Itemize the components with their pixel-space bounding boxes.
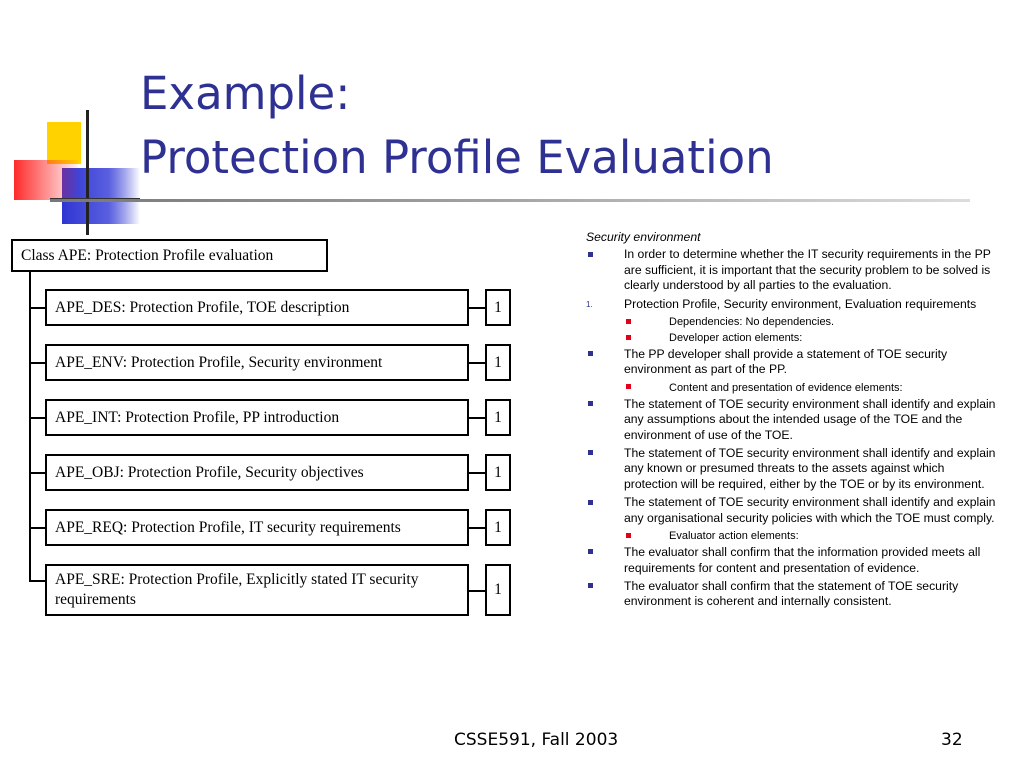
square-bullet-icon	[586, 495, 624, 526]
page-number: 32	[941, 730, 963, 750]
family-count-box	[485, 509, 511, 546]
numbered-marker: 1.	[586, 299, 593, 309]
list-item-text: The evaluator shall confirm that the information provided meets all requirements for content and presentation of evidence.	[624, 545, 981, 575]
family-count: 1	[494, 408, 502, 426]
list-item	[586, 545, 996, 576]
family-box	[45, 399, 469, 436]
slide-title-line2: Protection Profile Evaluation	[140, 131, 774, 184]
slide-title	[140, 62, 774, 190]
class-root-box	[11, 239, 328, 272]
family-count-box	[485, 289, 511, 326]
footer-course-label: CSSE591, Fall 2003	[454, 730, 619, 750]
sub-list-item	[624, 331, 996, 345]
count-connector-line	[469, 417, 485, 419]
sub-list-item-text: Content and presentation of evidence elements:	[669, 381, 903, 394]
class-root-label: Class APE: Protection Profile evaluation	[21, 246, 274, 264]
list-item	[586, 297, 996, 312]
family-box	[45, 344, 469, 381]
family-count: 1	[494, 353, 502, 371]
red-square-bullet-icon	[624, 315, 669, 329]
family-box	[45, 509, 469, 546]
list-item-text: Protection Profile, Security environment, Evaluation requirements	[624, 296, 977, 311]
family-box	[45, 289, 469, 326]
class-family-diagram	[0, 230, 540, 630]
list-item	[586, 446, 996, 492]
square-bullet-icon	[586, 545, 624, 576]
tree-branch-line	[29, 580, 46, 582]
list-item	[586, 347, 996, 378]
tree-branch-line	[29, 307, 46, 309]
family-label: APE_DES: Protection Profile, TOE description	[55, 298, 350, 316]
tree-branch-line	[29, 417, 46, 419]
list-item-text: The PP developer shall provide a statement of TOE security environment as part of the PP.	[624, 347, 948, 377]
family-label: APE_SRE: Protection Profile, Explicitly stated IT security requirements	[55, 571, 419, 608]
slide-title-line1: Example:	[140, 67, 351, 120]
family-count: 1	[494, 581, 502, 598]
square-bullet-icon	[586, 579, 624, 610]
list-item-text: The statement of TOE security environment shall identify and explain any known or presumed threats to the assets against which protection will be required, either by the TOE or by its environment.	[624, 446, 996, 491]
list-item	[586, 495, 996, 526]
family-count: 1	[494, 463, 502, 481]
red-square-bullet-icon	[624, 331, 669, 345]
tree-branch-line	[29, 362, 46, 364]
tree-trunk-line	[29, 271, 31, 581]
family-label: APE_INT: Protection Profile, PP introduction	[55, 408, 340, 426]
family-count: 1	[494, 298, 502, 316]
sub-list-item-text: Developer action elements:	[669, 332, 803, 345]
list-item	[586, 579, 996, 610]
sub-list-item-text: Evaluator action elements:	[669, 530, 799, 543]
count-connector-line	[469, 590, 485, 592]
count-connector-line	[469, 472, 485, 474]
decorative-squares-graphic	[0, 100, 160, 235]
sub-list-item	[624, 381, 996, 395]
security-environment-notes	[586, 230, 996, 613]
family-count-box	[485, 454, 511, 491]
red-square-bullet-icon	[624, 529, 669, 543]
square-bullet-icon	[586, 247, 624, 293]
list-item-text: The statement of TOE security environment shall identify and explain any assumptions about the intended usage of the TOE and the environment of use of the TOE.	[624, 396, 996, 442]
family-label: APE_OBJ: Protection Profile, Security objectives	[55, 463, 364, 481]
list-item	[586, 247, 996, 293]
count-connector-line	[469, 307, 485, 309]
tree-branch-line	[29, 472, 46, 474]
list-item-text: The evaluator shall confirm that the statement of TOE security environment is coherent and internally consistent.	[624, 578, 959, 609]
list-item	[586, 397, 996, 443]
tree-branch-line	[29, 527, 46, 529]
square-bullet-icon	[586, 397, 624, 443]
list-item-text: The statement of TOE security environment shall identify and explain any organisational security policies with which the TOE must comply.	[624, 495, 996, 525]
count-connector-line	[469, 527, 485, 529]
family-count-box	[485, 344, 511, 381]
square-bullet-icon	[586, 446, 624, 492]
family-count: 1	[494, 518, 502, 536]
red-square-bullet-icon	[624, 381, 669, 395]
notes-heading: Security environment	[586, 230, 701, 244]
square-bullet-icon	[586, 347, 624, 378]
family-box	[45, 564, 469, 616]
sub-list-item-text: Dependencies: No dependencies.	[669, 316, 835, 329]
family-label: APE_REQ: Protection Profile, IT security requirements	[55, 518, 401, 536]
list-item-text: In order to determine whether the IT security requirements in the PP are sufficient, it is important that the security problem to be solved is clearly understood by all parties to the evaluation.	[624, 247, 991, 293]
sub-list-item	[624, 529, 996, 543]
family-label: APE_ENV: Protection Profile, Security environment	[55, 353, 383, 371]
title-divider	[50, 199, 970, 202]
family-count-box	[485, 564, 511, 616]
sub-list-item	[624, 315, 996, 329]
family-count-box	[485, 399, 511, 436]
count-connector-line	[469, 362, 485, 364]
family-box	[45, 454, 469, 491]
